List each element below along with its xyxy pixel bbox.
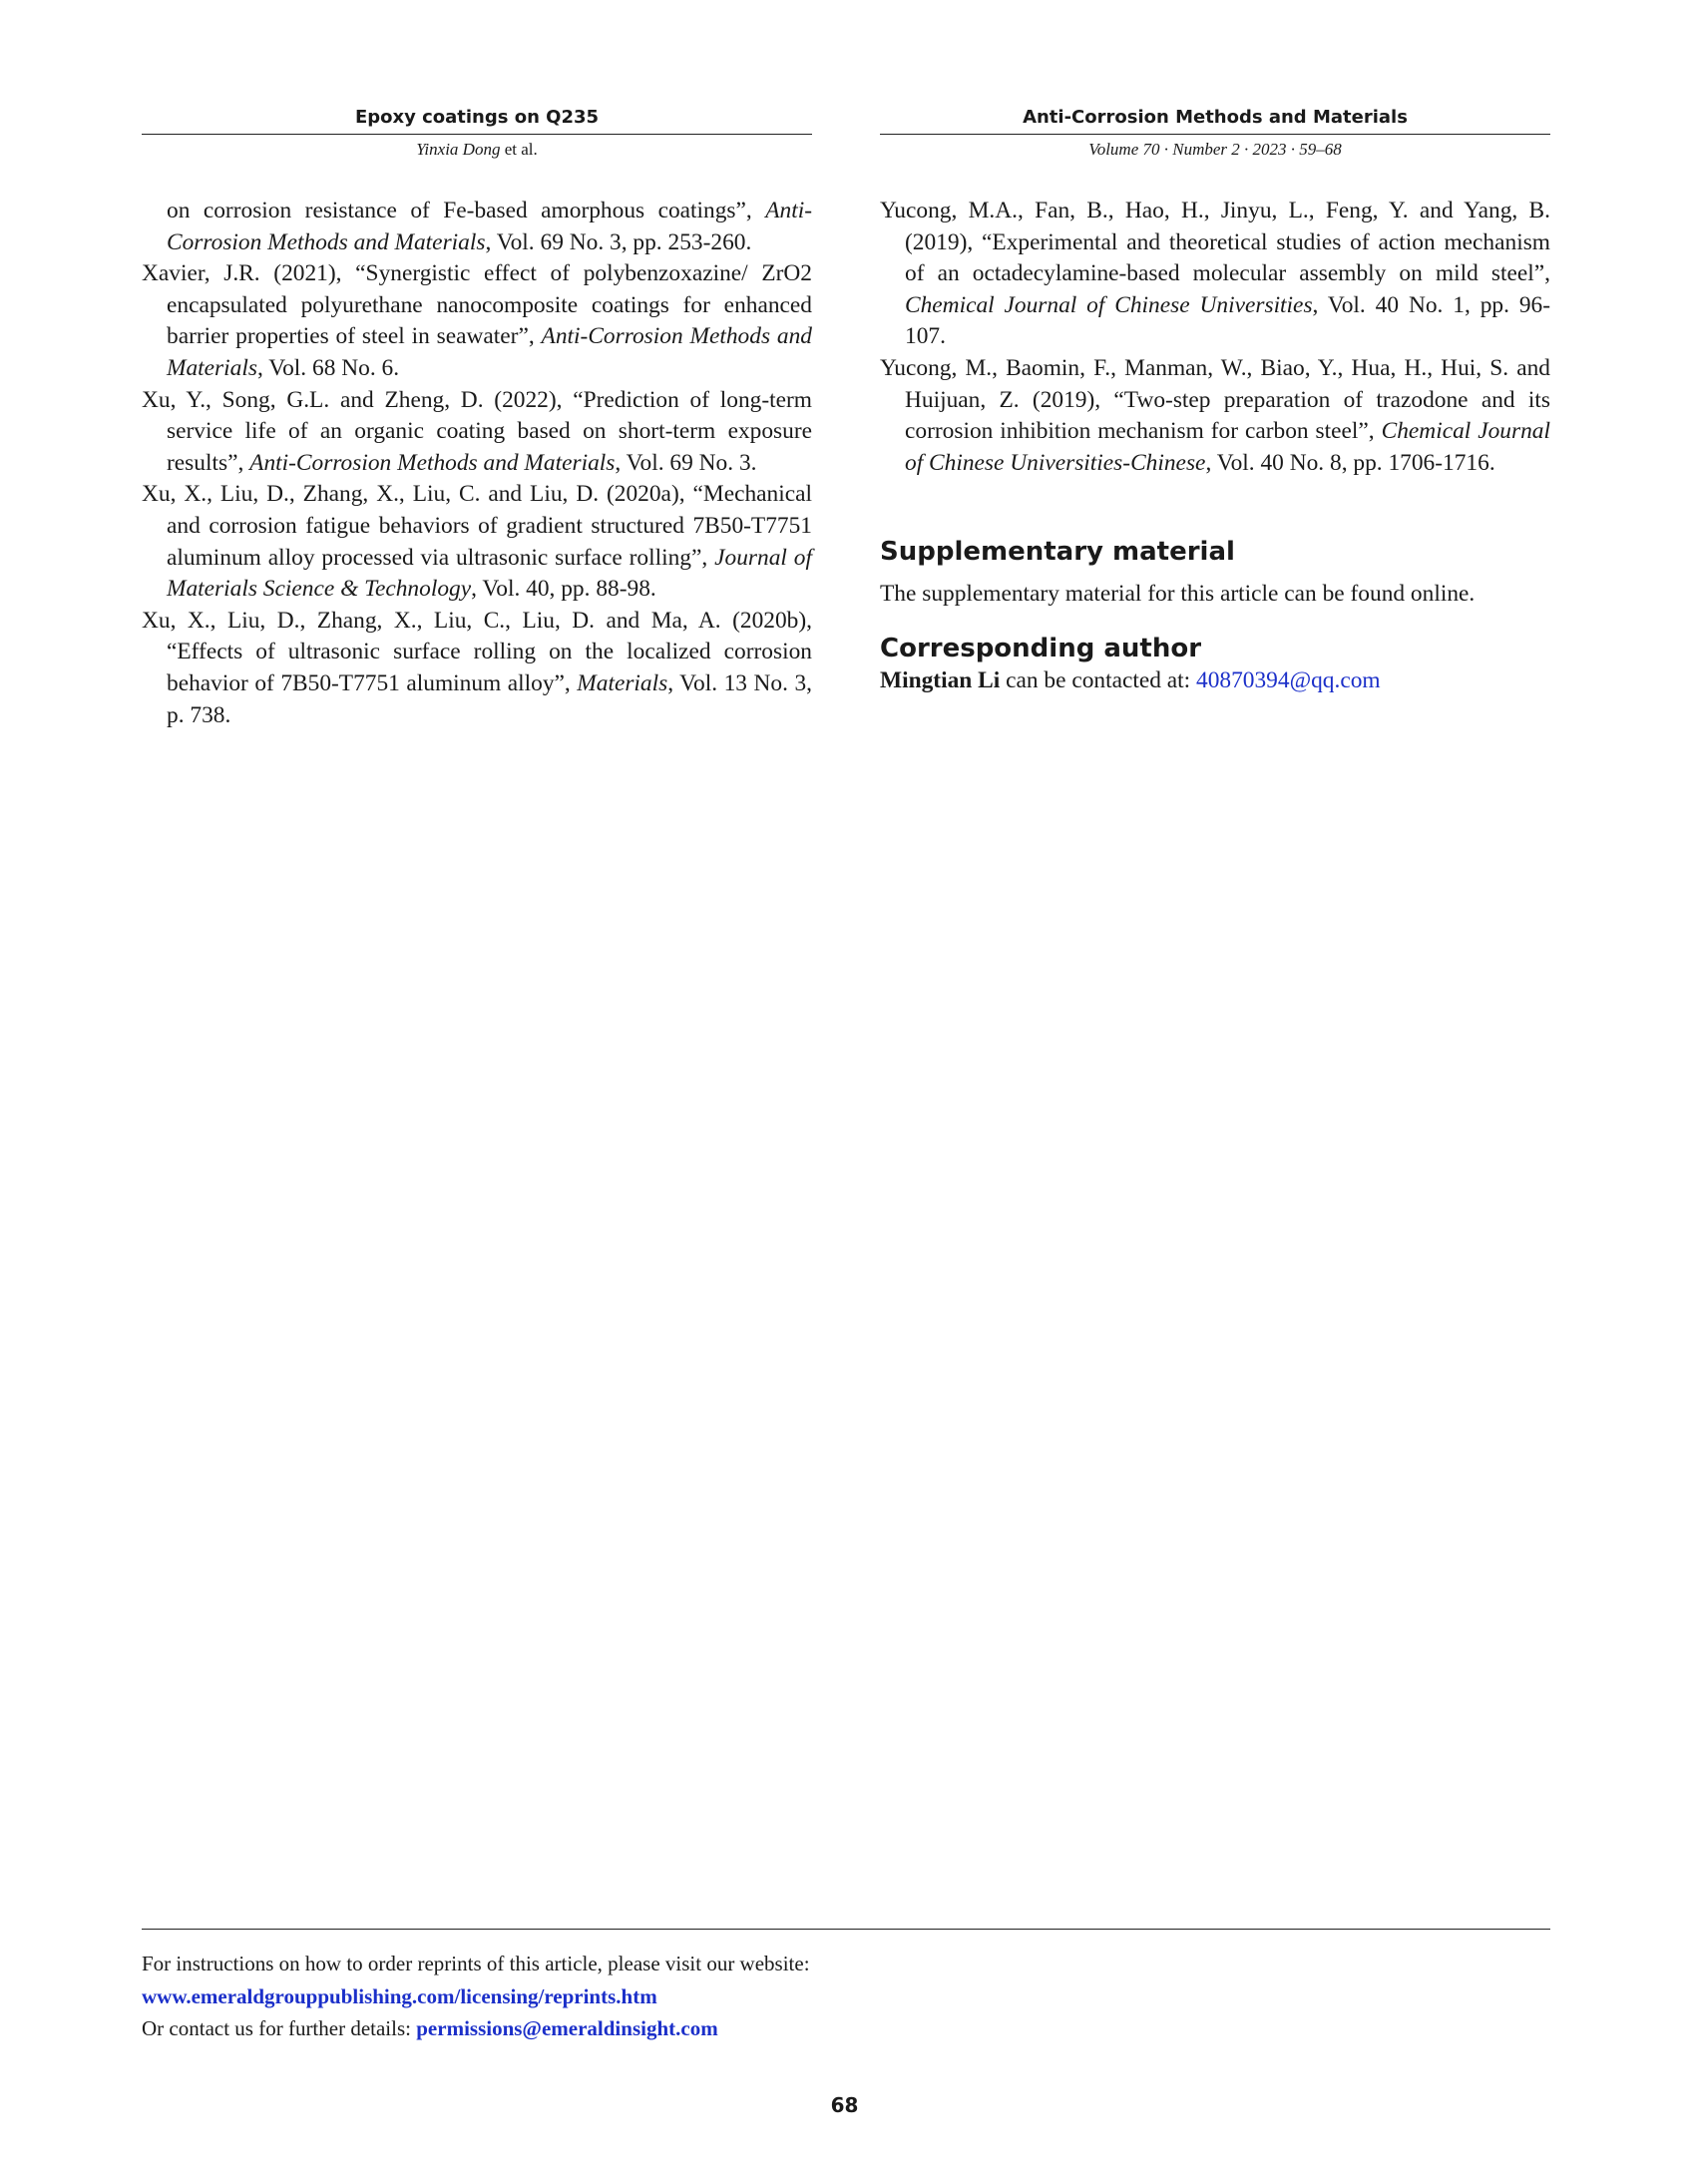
reprints-instruction: For instructions on how to order reprints of this article, please visit our website: [142, 1952, 810, 1975]
reference-item: Xu, Y., Song, G.L. and Zheng, D. (2022), “Prediction of long-term service life of an organic coating based on short-term exposure results”, Anti-Corrosion Methods and Materials, Vol. 69 No. 3. [142, 386, 812, 476]
author-email-link[interactable]: 40870394@qq.com [1196, 666, 1381, 693]
reprints-footer [142, 1948, 1239, 2045]
reprints-website-link[interactable]: www.emeraldgrouppublishing.com/licensing/reprints.htm [142, 1983, 657, 2008]
left-running-header [142, 106, 812, 162]
corresponding-author-heading: Corresponding author [880, 633, 1202, 663]
reference-item: Yucong, M.A., Fan, B., Hao, H., Jinyu, L., Feng, Y. and Yang, B. (2019), “Experimental and theoretical studies of action mechanism of an octadecylamine-based molecular assembly on mild steel”, Chemical Journal of Chinese Universities, Vol. 40 No. 1, pp. 96-107. [880, 198, 1550, 350]
reference-item: Xavier, J.R. (2021), “Synergistic effect of polybenzoxazine/ ZrO2 encapsulated polyurethane nanocomposite coatings for enhanced barrier properties of steel in seawater”, Anti-Corrosion Methods and Materials, Vol. 68 No. 6. [142, 260, 812, 381]
page-number: 68 [830, 2093, 859, 2117]
reference-item: Xu, X., Liu, D., Zhang, X., Liu, C., Liu, D. and Ma, A. (2020b), “Effects of ultrasonic surface rolling on the localized corrosion behavior of 7B50-T7751 aluminum alloy”, Materials, Vol. 13 No. 3, p. 738. [142, 607, 812, 728]
right-running-header [880, 106, 1550, 162]
issue-info: Volume 70 · Number 2 · 2023 · 59–68 [1088, 140, 1342, 159]
reference-item: Yucong, M., Baomin, F., Manman, W., Biao, Y., Hua, H., Hui, S. and Huijuan, Z. (2019), “Two-step preparation of trazodone and its corrosion inhibition mechanism for carbon steel”, Chemical Journal of Chinese Universities-Chinese, Vol. 40 No. 8, pp. 1706-1716. [880, 354, 1550, 476]
author-suffix: et al. [500, 140, 538, 159]
reference-item: Xu, X., Liu, D., Zhang, X., Liu, C. and Liu, D. (2020a), “Mechanical and corrosion fatigue behaviors of gradient structured 7B50-T7751 aluminum alloy processed via ultrasonic surface rolling”, Journal of Materials Science & Technology, Vol. 40, pp. 88-98. [142, 481, 812, 603]
journal-title: Anti-Corrosion Methods and Materials [880, 106, 1550, 135]
footer-divider [142, 1929, 1550, 1930]
supplementary-heading: Supplementary material [880, 537, 1235, 568]
permissions-email-link[interactable]: permissions@emeraldinsight.com [416, 2016, 718, 2040]
right-column [880, 196, 1550, 697]
article-short-title: Epoxy coatings on Q235 [142, 106, 812, 135]
author-name: Yinxia Dong [416, 140, 501, 159]
author-name: Mingtian Li [880, 666, 1001, 693]
author-line [142, 138, 812, 162]
contact-line: Or contact us for further details: permissions@emeraldinsight.com [142, 2016, 718, 2040]
reference-item: on corrosion resistance of Fe-based amorphous coatings”, Anti-Corrosion Methods and Materials, Vol. 69 No. 3, pp. 253-260. [167, 198, 812, 255]
corresponding-author-line: Mingtian Li can be contacted at: 40870394@qq.com [880, 666, 1381, 693]
left-reference-column [142, 196, 812, 731]
supplementary-text: The supplementary material for this article can be found online. [880, 581, 1476, 608]
